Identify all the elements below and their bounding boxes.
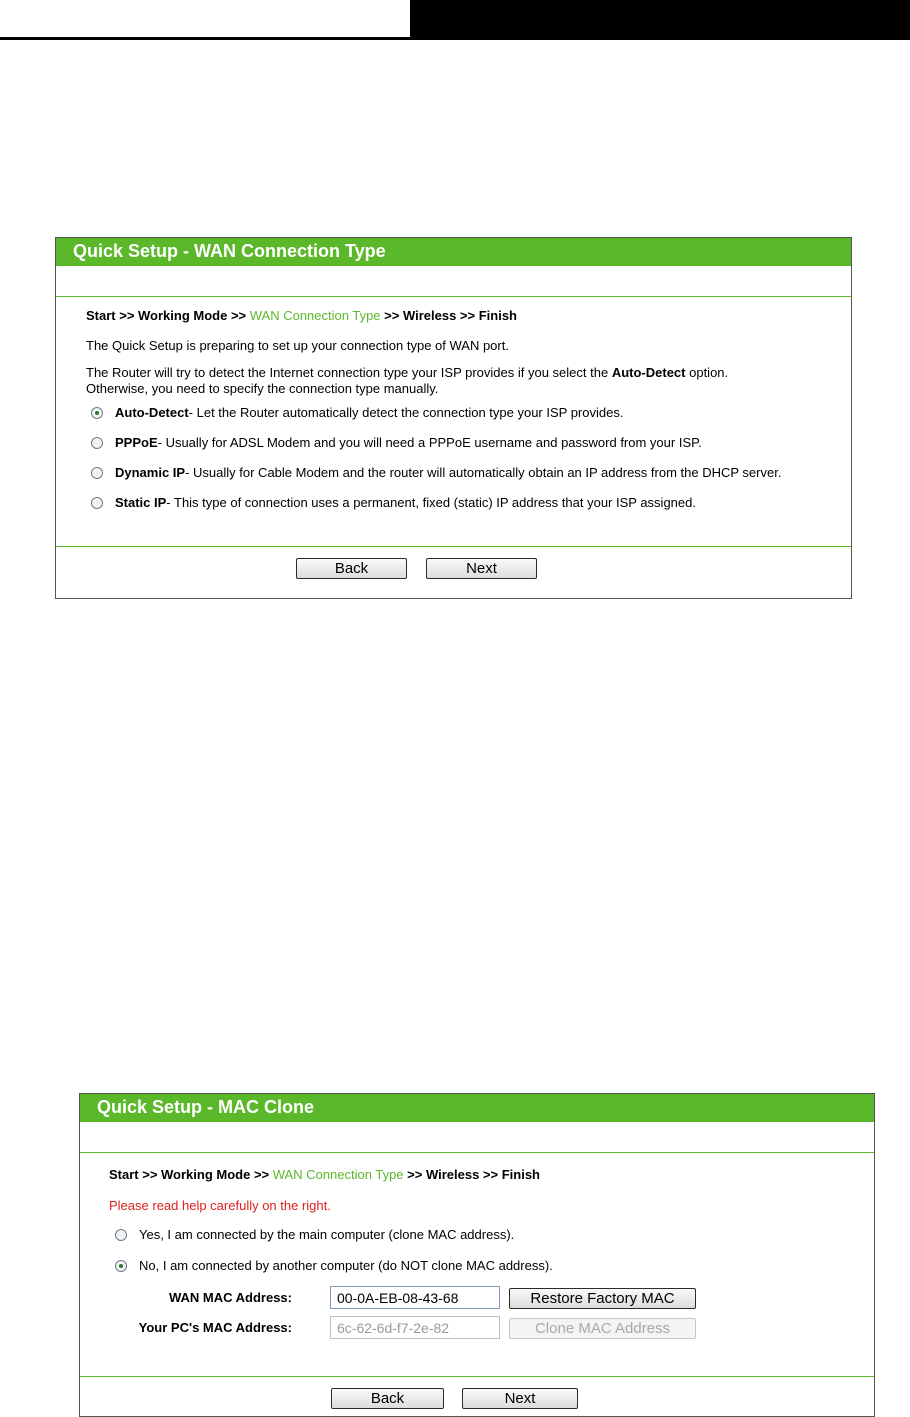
- breadcrumb-current: WAN Connection Type: [249, 308, 381, 323]
- breadcrumb: [86, 308, 517, 323]
- detect-text-line2: Otherwise, you need to specify the connection type manually.: [86, 381, 439, 396]
- option-auto-detect[interactable]: [91, 405, 623, 420]
- help-warning: Please read help carefully on the right.: [109, 1198, 331, 1213]
- option-dynamic-ip[interactable]: [91, 465, 781, 480]
- pc-mac-label: Your PC's MAC Address:: [138, 1320, 292, 1335]
- panel-title-spacer: [80, 1122, 874, 1153]
- option-name: Auto-Detect: [115, 405, 189, 420]
- detect-text-start: The Router will try to detect the Internet connection type your ISP provides if you select the: [86, 365, 612, 380]
- option-clone-mac[interactable]: [115, 1227, 514, 1242]
- radio-auto-detect[interactable]: [91, 407, 103, 419]
- intro-text: The Quick Setup is preparing to set up your connection type of WAN port.: [86, 338, 509, 353]
- restore-factory-mac-button[interactable]: Restore Factory MAC: [509, 1288, 696, 1309]
- radio-clone-mac[interactable]: [115, 1229, 127, 1241]
- option-desc: - Usually for Cable Modem and the router will automatically obtain an IP address from the DHCP server.: [185, 465, 782, 480]
- radio-pppoe[interactable]: [91, 437, 103, 449]
- wan-connection-type-panel: [55, 237, 852, 599]
- option-static-ip[interactable]: [91, 495, 696, 510]
- option-desc: - Usually for ADSL Modem and you will need a PPPoE username and password from your ISP.: [157, 435, 702, 450]
- next-button[interactable]: Next: [462, 1388, 578, 1409]
- option-no-clone-mac[interactable]: [115, 1258, 553, 1273]
- breadcrumb-rest: >> Wireless >> Finish: [403, 1167, 540, 1182]
- radio-dynamic-ip[interactable]: [91, 467, 103, 479]
- panel-title: Quick Setup - WAN Connection Type: [56, 238, 851, 266]
- option-name: Static IP: [115, 495, 167, 510]
- breadcrumb: [109, 1167, 540, 1182]
- detect-text: [86, 365, 728, 380]
- back-button[interactable]: Back: [296, 558, 407, 579]
- option-pppoe[interactable]: [91, 435, 702, 450]
- next-button[interactable]: Next: [426, 558, 537, 579]
- breadcrumb-rest: >> Wireless >> Finish: [380, 308, 517, 323]
- radio-no-clone-mac[interactable]: [115, 1260, 127, 1272]
- radio-static-ip[interactable]: [91, 497, 103, 509]
- clone-mac-button: Clone MAC Address: [509, 1318, 696, 1339]
- option-name: Dynamic IP: [115, 465, 186, 480]
- page-header-bar: [410, 0, 910, 40]
- breadcrumb-current: WAN Connection Type: [272, 1167, 404, 1182]
- option-desc: - Let the Router automatically detect the connection type your ISP provides.: [188, 405, 624, 420]
- option-name: PPPoE: [115, 435, 158, 450]
- wan-mac-label: WAN MAC Address:: [168, 1290, 292, 1305]
- pc-mac-input: [330, 1316, 500, 1339]
- option-label: Yes, I am connected by the main computer (clone MAC address).: [139, 1227, 515, 1242]
- detect-text-end: option.: [685, 365, 729, 380]
- panel-title-spacer: [56, 266, 851, 297]
- wan-mac-input[interactable]: [330, 1286, 500, 1309]
- option-desc: - This type of connection uses a permanent, fixed (static) IP address that your ISP assigned.: [166, 495, 696, 510]
- panel-footer: [56, 546, 851, 599]
- detect-text-bold: Auto-Detect: [611, 365, 686, 380]
- option-label: No, I am connected by another computer (do NOT clone MAC address).: [139, 1258, 553, 1273]
- back-button[interactable]: Back: [331, 1388, 444, 1409]
- breadcrumb-start: Start >> Working Mode >>: [109, 1167, 273, 1182]
- breadcrumb-start: Start >> Working Mode >>: [86, 308, 250, 323]
- panel-title: Quick Setup - MAC Clone: [80, 1094, 874, 1122]
- page-header-rule: [0, 37, 910, 40]
- mac-clone-panel: [79, 1093, 875, 1417]
- panel-footer: [80, 1376, 874, 1417]
